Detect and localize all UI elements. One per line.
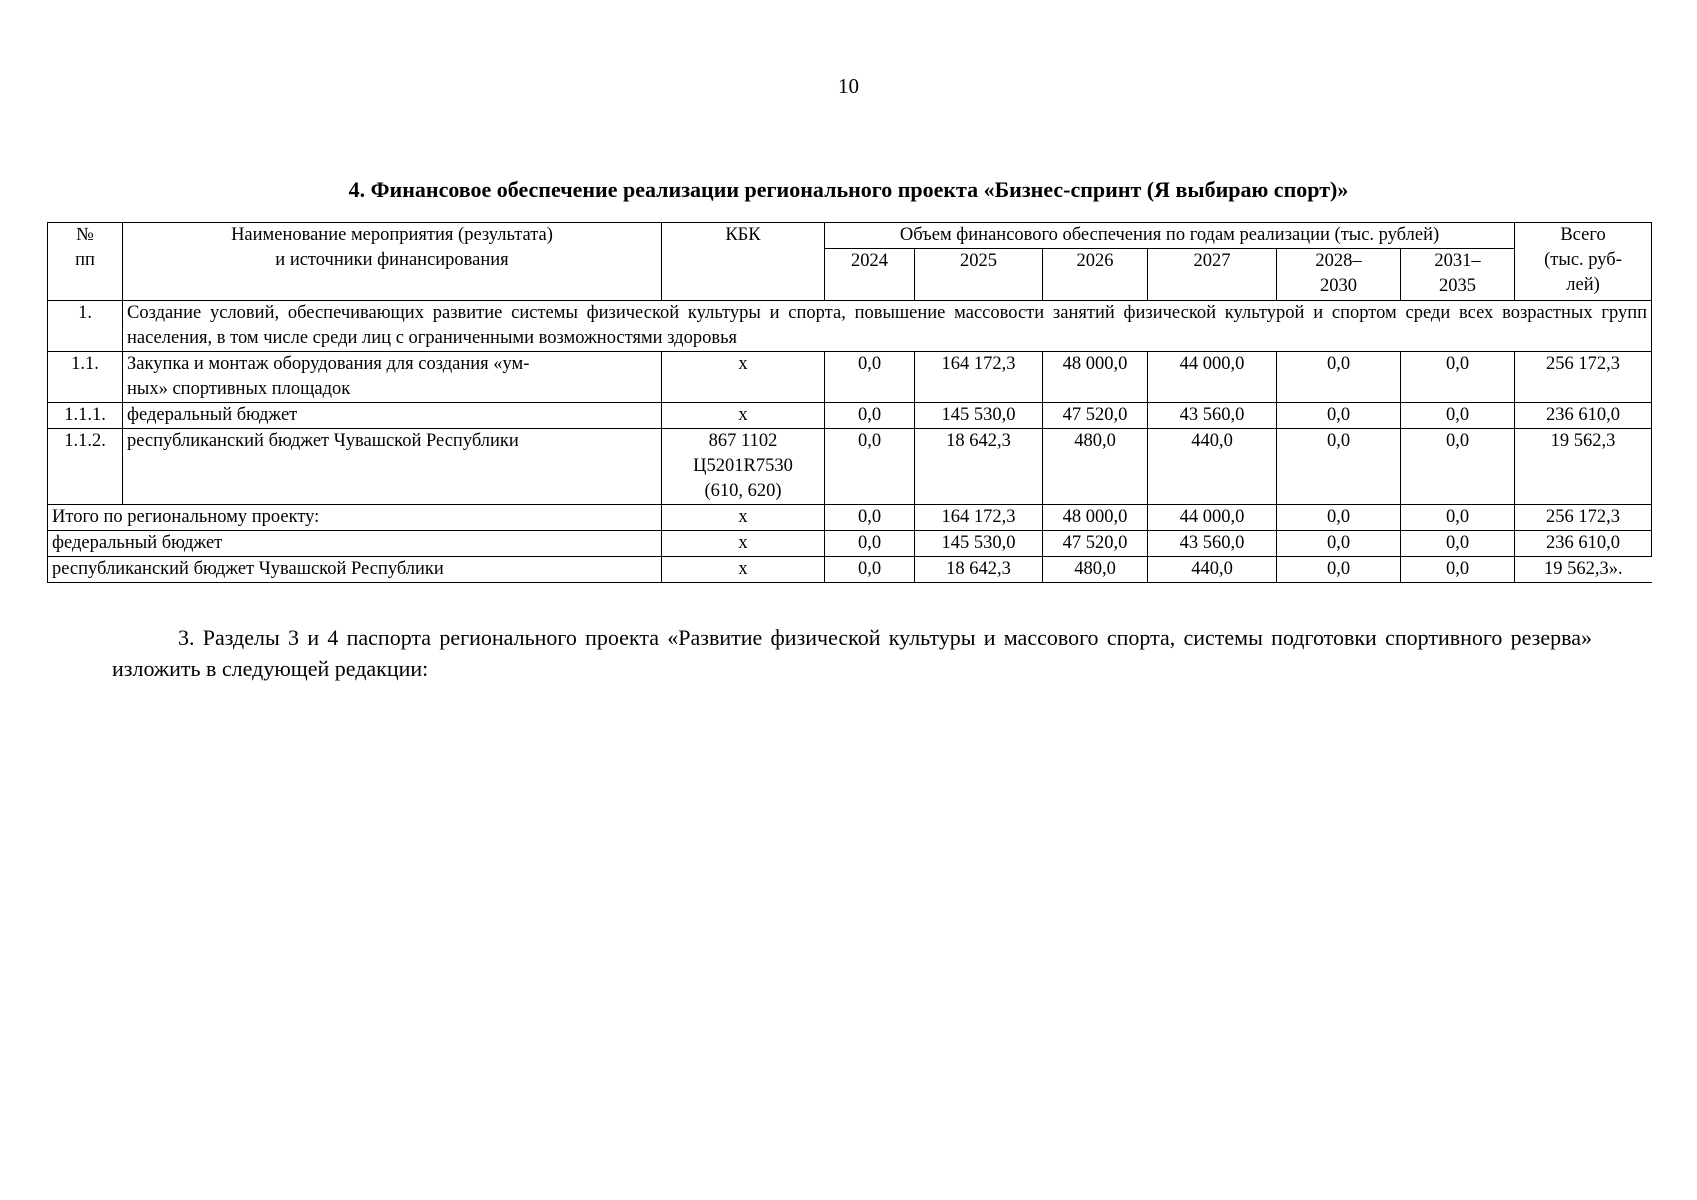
- row-name-line1: Закупка и монтаж оборудования для создания «ум-: [127, 354, 530, 374]
- row-value-2027: 440,0: [1148, 429, 1277, 505]
- summary-name: Итого по региональному проекту:: [48, 505, 662, 531]
- table-row: [48, 429, 1652, 505]
- summary-total: 19 562,3».: [1515, 557, 1652, 583]
- summary-total: 236 610,0: [1515, 531, 1652, 557]
- summary-value-2026: 47 520,0: [1043, 531, 1148, 557]
- row-name: [123, 352, 662, 403]
- row-kbk: [662, 429, 825, 505]
- header-year-2024: 2024: [825, 249, 915, 301]
- header-year-2031-2035: [1401, 249, 1515, 301]
- row-value-2031-2035: 0,0: [1401, 429, 1515, 505]
- summary-total: 256 172,3: [1515, 505, 1652, 531]
- header-total-line3: лей): [1566, 275, 1600, 295]
- row-value-2028-2030: 0,0: [1277, 403, 1401, 429]
- summary-value-2026: 480,0: [1043, 557, 1148, 583]
- task-text: Создание условий, обеспечивающих развитие системы физической культуры и спорта, повышение массовости занятий физической культурой и спортом среди всех возрастных групп населения, в том числе среди лиц с ограниченными возможностями здоровья: [123, 301, 1652, 352]
- summary-value-2027: 43 560,0: [1148, 531, 1277, 557]
- summary-value-2024: 0,0: [825, 531, 915, 557]
- row-value-2024: 0,0: [825, 352, 915, 403]
- row-num: 1.1.2.: [48, 429, 123, 505]
- summary-value-2025: 164 172,3: [915, 505, 1043, 531]
- header-total-line1: Всего: [1560, 225, 1606, 245]
- summary-kbk: x: [662, 505, 825, 531]
- row-value-2025: 18 642,3: [915, 429, 1043, 505]
- summary-value-2031-2035: 0,0: [1401, 531, 1515, 557]
- header-num-line2: пп: [75, 250, 95, 270]
- summary-value-2028-2030: 0,0: [1277, 505, 1401, 531]
- row-value-2027: 44 000,0: [1148, 352, 1277, 403]
- header-year-2031: 2031–: [1434, 251, 1481, 271]
- row-value-2025: 164 172,3: [915, 352, 1043, 403]
- summary-value-2024: 0,0: [825, 505, 915, 531]
- summary-value-2027: 44 000,0: [1148, 505, 1277, 531]
- row-num: 1.1.1.: [48, 403, 123, 429]
- header-year-2025: 2025: [915, 249, 1043, 301]
- row-kbk-line1: 867 1102: [708, 431, 778, 451]
- header-year-2030: 2030: [1320, 276, 1357, 296]
- row-value-2027: 43 560,0: [1148, 403, 1277, 429]
- summary-value-2025: 18 642,3: [915, 557, 1043, 583]
- row-kbk: x: [662, 403, 825, 429]
- summary-value-2027: 440,0: [1148, 557, 1277, 583]
- summary-value-2025: 145 530,0: [915, 531, 1043, 557]
- header-name-line1: Наименование мероприятия (результата): [231, 225, 553, 245]
- summary-value-2031-2035: 0,0: [1401, 505, 1515, 531]
- header-total: [1515, 223, 1652, 301]
- row-value-2031-2035: 0,0: [1401, 352, 1515, 403]
- header-row-1: [48, 223, 1652, 249]
- header-name: [123, 223, 662, 301]
- task-num: 1.: [48, 301, 123, 352]
- header-year-2026: 2026: [1043, 249, 1148, 301]
- row-value-2024: 0,0: [825, 429, 915, 505]
- summary-value-2031-2035: 0,0: [1401, 557, 1515, 583]
- header-year-2035: 2035: [1439, 276, 1476, 296]
- row-value-2024: 0,0: [825, 403, 915, 429]
- summary-kbk: x: [662, 531, 825, 557]
- summary-name: республиканский бюджет Чувашской Республики: [48, 557, 662, 583]
- row-value-2026: 48 000,0: [1043, 352, 1148, 403]
- financing-table: [47, 222, 1652, 583]
- row-total: 19 562,3: [1515, 429, 1652, 505]
- summary-value-2028-2030: 0,0: [1277, 531, 1401, 557]
- table-row: [48, 403, 1652, 429]
- row-total: 236 610,0: [1515, 403, 1652, 429]
- section-title: 4. Финансовое обеспечение реализации регионального проекта «Бизнес-спринт (Я выбираю спорт)»: [348, 177, 1349, 202]
- table-row: [48, 352, 1652, 403]
- summary-row: [48, 557, 1652, 583]
- row-kbk-line2: Ц5201R7530: [693, 456, 793, 476]
- row-name: республиканский бюджет Чувашской Республики: [123, 429, 662, 505]
- summary-name: федеральный бюджет: [48, 531, 662, 557]
- row-total: 256 172,3: [1515, 352, 1652, 403]
- header-kbk: КБК: [662, 223, 825, 301]
- row-kbk: x: [662, 352, 825, 403]
- row-value-2028-2030: 0,0: [1277, 352, 1401, 403]
- summary-value-2028-2030: 0,0: [1277, 557, 1401, 583]
- header-total-line2: (тыс. руб-: [1544, 250, 1622, 270]
- row-name-line2: ных» спортивных площадок: [127, 379, 351, 399]
- task-row: [48, 301, 1652, 352]
- summary-value-2024: 0,0: [825, 557, 915, 583]
- row-kbk-line3: (610, 620): [704, 481, 782, 501]
- page-number: 10: [838, 74, 859, 98]
- header-year-2027: 2027: [1148, 249, 1277, 301]
- row-value-2025: 145 530,0: [915, 403, 1043, 429]
- row-num: 1.1.: [48, 352, 123, 403]
- header-year-2028-2030: [1277, 249, 1401, 301]
- row-value-2028-2030: 0,0: [1277, 429, 1401, 505]
- header-year-2028: 2028–: [1315, 251, 1362, 271]
- row-value-2026: 480,0: [1043, 429, 1148, 505]
- header-name-line2: и источники финансирования: [275, 250, 509, 270]
- closing-paragraph: 3. Разделы 3 и 4 паспорта регионального проекта «Развитие физической культуры и массового спорта, системы подготовки спортивного резерва» изложить в следующей редакции:: [112, 625, 1592, 681]
- summary-row: [48, 505, 1652, 531]
- header-num: [48, 223, 123, 301]
- row-value-2026: 47 520,0: [1043, 403, 1148, 429]
- row-name: федеральный бюджет: [123, 403, 662, 429]
- summary-value-2026: 48 000,0: [1043, 505, 1148, 531]
- header-num-line1: №: [76, 225, 94, 245]
- row-value-2031-2035: 0,0: [1401, 403, 1515, 429]
- summary-row: [48, 531, 1652, 557]
- summary-kbk: x: [662, 557, 825, 583]
- header-volume: Объем финансового обеспечения по годам реализации (тыс. рублей): [825, 223, 1515, 249]
